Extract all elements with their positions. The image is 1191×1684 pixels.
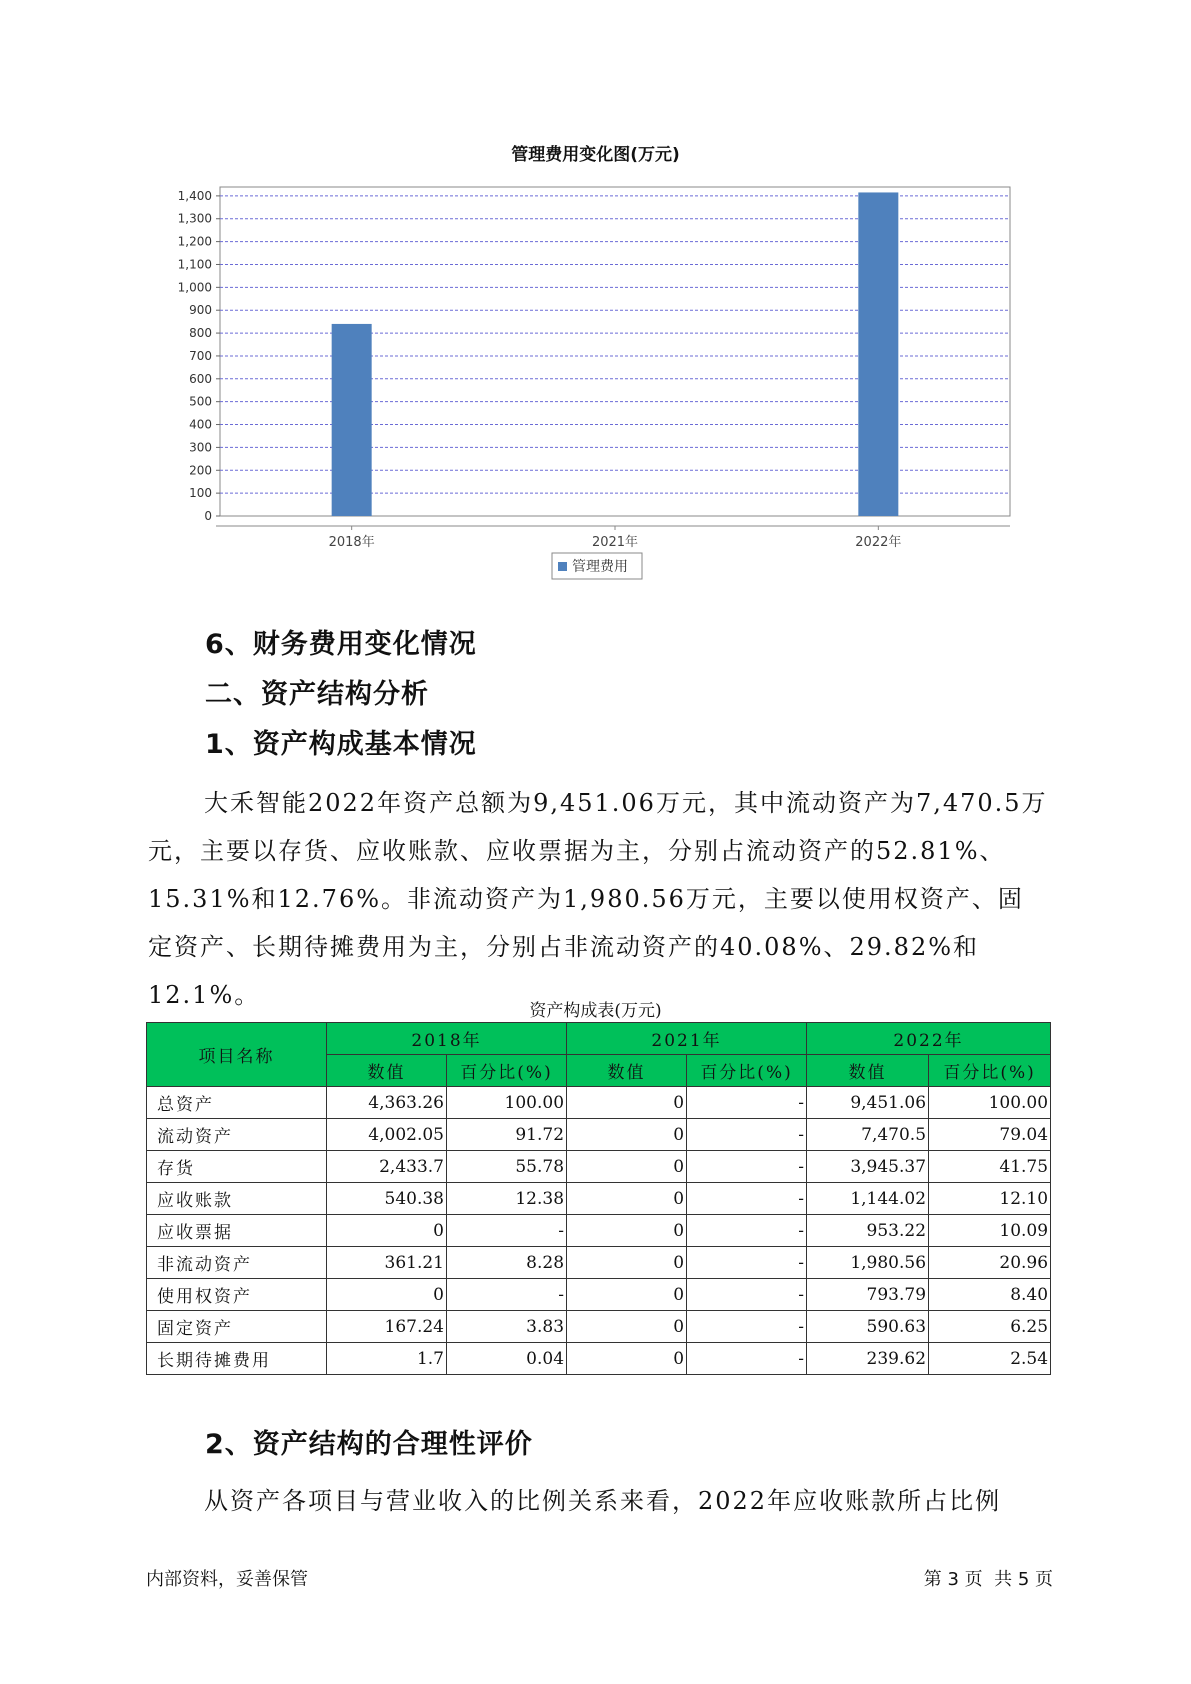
row-label: 非流动资产	[147, 1247, 327, 1279]
bar	[332, 324, 372, 516]
x-tick-label: 2018年	[328, 535, 375, 550]
y-tick-label: 200	[189, 463, 212, 478]
table-cell: 10.09	[929, 1215, 1051, 1247]
table-cell: 55.78	[447, 1151, 567, 1183]
row-label: 总资产	[147, 1087, 327, 1119]
table-cell: 8.28	[447, 1247, 567, 1279]
col-header-percent: 百分比(%)	[929, 1055, 1051, 1087]
table-cell: 0	[567, 1151, 687, 1183]
table-row	[147, 1343, 1051, 1375]
table-cell: 540.38	[327, 1183, 447, 1215]
table-cell: 2.54	[929, 1343, 1051, 1375]
col-header-value: 数值	[327, 1055, 447, 1087]
y-tick-label: 900	[189, 303, 212, 318]
y-tick-label: 100	[189, 486, 212, 501]
row-label: 应收票据	[147, 1215, 327, 1247]
table-cell: 12.10	[929, 1183, 1051, 1215]
table-cell: 1.7	[327, 1343, 447, 1375]
table-row	[147, 1183, 1051, 1215]
table-cell: 239.62	[807, 1343, 929, 1375]
table-cell: -	[687, 1151, 807, 1183]
table-cell: -	[687, 1343, 807, 1375]
table-cell: 1,980.56	[807, 1247, 929, 1279]
col-header-percent: 百分比(%)	[687, 1055, 807, 1087]
table-cell: 6.25	[929, 1311, 1051, 1343]
table-cell: 953.22	[807, 1215, 929, 1247]
col-header-value: 数值	[807, 1055, 929, 1087]
table-cell: 41.75	[929, 1151, 1051, 1183]
table-cell: 0	[327, 1215, 447, 1247]
table-cell: 12.38	[447, 1183, 567, 1215]
row-label: 流动资产	[147, 1119, 327, 1151]
col-header-year: 2021年	[567, 1023, 807, 1055]
table-cell: 0	[567, 1087, 687, 1119]
row-label: 存货	[147, 1151, 327, 1183]
table-title: 资产构成表(万元)	[529, 1001, 662, 1021]
row-label: 使用权资产	[147, 1279, 327, 1311]
col-header-year: 2018年	[327, 1023, 567, 1055]
table-cell: 0	[567, 1247, 687, 1279]
table-cell: 590.63	[807, 1311, 929, 1343]
paragraph-evaluation: 从资产各项目与营业收入的比例关系来看，2022年应收账款所占比例	[204, 1487, 1002, 1515]
y-tick-label: 300	[189, 440, 212, 455]
table-row	[147, 1151, 1051, 1183]
table-cell: 9,451.06	[807, 1087, 929, 1119]
col-header-percent: 百分比(%)	[447, 1055, 567, 1087]
x-tick-label: 2021年	[591, 535, 639, 550]
y-tick-label: 0	[204, 509, 212, 523]
heading-structure-evaluation: 2、资产结构的合理性评价	[205, 1429, 533, 1460]
y-tick-label: 500	[189, 394, 212, 409]
y-tick-label: 700	[189, 348, 212, 363]
bar	[858, 192, 898, 516]
table-cell: 4,002.05	[327, 1119, 447, 1151]
footer-confidential: 内部资料，妥善保管	[146, 1569, 308, 1590]
table-cell: 0	[567, 1343, 687, 1375]
table-cell: 0	[567, 1119, 687, 1151]
y-tick-label: 1,300	[177, 211, 212, 226]
table-cell: -	[687, 1247, 807, 1279]
table-cell: -	[687, 1215, 807, 1247]
y-tick-label: 1,400	[177, 188, 212, 203]
row-label: 应收账款	[147, 1183, 327, 1215]
table-cell: 793.79	[807, 1279, 929, 1311]
table-row	[147, 1087, 1051, 1119]
y-tick-label: 1,100	[177, 257, 212, 272]
y-tick-label: 1,200	[177, 234, 212, 249]
legend-swatch	[558, 562, 567, 571]
y-tick-label: 600	[189, 371, 212, 386]
table-row	[147, 1215, 1051, 1247]
table-cell: -	[687, 1183, 807, 1215]
table-row	[147, 1311, 1051, 1343]
table-cell: 0	[567, 1311, 687, 1343]
row-label: 长期待摊费用	[147, 1343, 327, 1375]
row-label: 固定资产	[147, 1311, 327, 1343]
heading-financial-expense: 6、财务费用变化情况	[205, 629, 477, 660]
table-cell: 8.40	[929, 1279, 1051, 1311]
table-cell: -	[447, 1279, 567, 1311]
table-row	[147, 1119, 1051, 1151]
table-cell: 20.96	[929, 1247, 1051, 1279]
table-cell: 100.00	[447, 1087, 567, 1119]
y-tick-label: 1,000	[177, 280, 212, 295]
table-cell: 0	[567, 1279, 687, 1311]
paragraph-asset-summary: 大禾智能2022年资产总额为9,451.06万元，其中流动资产为7,470.5万元，主要以存货、应收账款、应收票据为主，分别占流动资产的52.81%、15.31%和12.76%。非流动资产为1,980.56万元，主要以使用权资产、固定资产、长期待摊费用为主，分别占非流动资产的40.08%、29.82%和12.1%。	[148, 789, 1048, 1009]
table-cell: 3,945.37	[807, 1151, 929, 1183]
table-cell: 361.21	[327, 1247, 447, 1279]
heading-asset-composition: 1、资产构成基本情况	[205, 729, 477, 760]
table-cell: 7,470.5	[807, 1119, 929, 1151]
table-cell: -	[687, 1279, 807, 1311]
legend-label: 管理费用	[572, 559, 628, 575]
col-header-year: 2022年	[807, 1023, 1051, 1055]
table-cell: 4,363.26	[327, 1087, 447, 1119]
y-tick-label: 400	[189, 417, 212, 432]
table-cell: 91.72	[447, 1119, 567, 1151]
table-cell: 2,433.7	[327, 1151, 447, 1183]
footer-page-number: 第 3 页 共 5 页	[923, 1569, 1053, 1590]
heading-asset-structure: 二、资产结构分析	[205, 679, 429, 710]
table-cell: 0.04	[447, 1343, 567, 1375]
table-cell: 1,144.02	[807, 1183, 929, 1215]
chart-title: 管理费用变化图(万元)	[511, 145, 680, 165]
table-cell: -	[447, 1215, 567, 1247]
table-cell: 100.00	[929, 1087, 1051, 1119]
table-cell: 0	[327, 1279, 447, 1311]
table-cell: 3.83	[447, 1311, 567, 1343]
table-cell: 0	[567, 1183, 687, 1215]
admin-expense-bar-chart	[160, 180, 1030, 590]
table-cell: -	[687, 1119, 807, 1151]
table-cell: -	[687, 1311, 807, 1343]
col-header-value: 数值	[567, 1055, 687, 1087]
y-tick-label: 800	[189, 326, 212, 341]
asset-composition-table	[146, 1022, 1051, 1375]
table-row	[147, 1247, 1051, 1279]
table-row	[147, 1279, 1051, 1311]
table-cell: 79.04	[929, 1119, 1051, 1151]
col-header-name: 项目名称	[147, 1023, 327, 1087]
table-cell: 0	[567, 1215, 687, 1247]
table-cell: 167.24	[327, 1311, 447, 1343]
x-tick-label: 2022年	[855, 535, 902, 550]
table-cell: -	[687, 1087, 807, 1119]
